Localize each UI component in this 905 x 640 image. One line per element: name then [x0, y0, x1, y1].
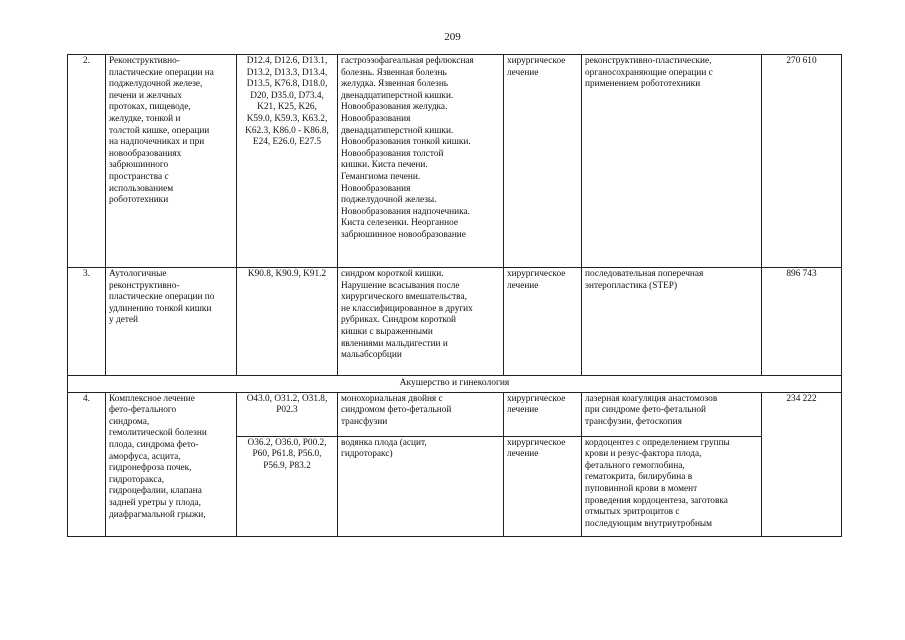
row-number: 3. — [68, 268, 106, 376]
icd-codes: D12.4, D12.6, D13.1, D13.2, D13.3, D13.4, D13.5, K76.8, D18.0, D20, D35.0, D73.4, K21, K25, K26, K59.0, K59.3, K63.2, K62.3, K86.0 - K86.8, E24, E26.0, E27.5 — [237, 55, 338, 268]
row-number: 2. — [68, 55, 106, 268]
section-header-row — [68, 376, 842, 393]
treatment-name: Аутологичные реконструктивно- пластические операции по удлинению тонкой кишки у детей — [106, 268, 237, 376]
cost: 270 610 — [762, 55, 842, 268]
treatment-table — [67, 54, 842, 537]
treatment-method: реконструктивно-пластические, органосохраняющие операции с применением робототехники — [582, 55, 762, 268]
row-number: 4. — [68, 392, 106, 536]
patient-model: гастроэзофагеальная рефлюксная болезнь. Язвенная болезнь желудка. Язвенная болезнь двенадцатиперстной кишки. Новообразования желудка. Новообразования двенадцатиперстной кишки. Новообразования тонкой кишки. Новообразования толстой кишки. Киста печени. Гемангиома печени. Новообразования поджелудочной железы. Новообразования надпочечника. Киста селезенки. Неорганное забрюшинное новообразование — [338, 55, 504, 268]
treatment-type: хирургическое лечение — [504, 55, 582, 268]
treatment-type: хирургическое лечение — [504, 268, 582, 376]
page-number: 209 — [444, 31, 461, 43]
section-title: Акушерство и гинекология — [68, 376, 842, 393]
icd-codes: O43.0, O31.2, O31.8, P02.3 — [237, 392, 338, 436]
patient-model: синдром короткой кишки. Нарушение всасывания после хирургического вмешательства, не классифицированное в других рубриках. Синдром короткой кишки с выраженными явлениями мальдигестии и мальабсорбции — [338, 268, 504, 376]
cost: 896 743 — [762, 268, 842, 376]
treatment-type: хирургическое лечение — [504, 392, 582, 436]
treatment-name: Комплексное лечение фето-фетального синдрома, гемолитической болезни плода, синдрома фето- аморфуса, асцита, гидронефроза почек, гидроторакса, гидроцефалии, клапана задней уретры у плода, диафрагмальной грыжи, — [106, 392, 237, 536]
table-row — [68, 392, 842, 436]
icd-codes: K90.8, K90.9, K91.2 — [237, 268, 338, 376]
patient-model: монохориальная двойня с синдромом фето-фетальной трансфузии — [338, 392, 504, 436]
table-row — [68, 268, 842, 376]
table-row — [68, 55, 842, 268]
treatment-method: последовательная поперечная энтеропластика (STEP) — [582, 268, 762, 376]
treatment-name: Реконструктивно- пластические операции на поджелудочной железе, печени и желчных протоках, пищеводе, желудке, тонкой и толстой кишке, операции на надпочечниках и при новообразованиях забрюшинного пространства с использованием робототехники — [106, 55, 237, 268]
patient-model: водянка плода (асцит, гидроторакс) — [338, 436, 504, 536]
treatment-method: лазерная коагуляция анастомозов при синдроме фето-фетальной трансфузии, фетоскопия — [582, 392, 762, 436]
treatment-type: хирургическое лечение — [504, 436, 582, 536]
cost: 234 222 — [762, 392, 842, 536]
icd-codes: O36.2, O36.0, P00.2, P60, P61.8, P56.0, P56.9, P83.2 — [237, 436, 338, 536]
treatment-method: кордоцентез с определением группы крови и резус-фактора плода, фетального гемоглобина, гематокрита, билирубина в пуповинной крови в момент проведения кордоцентеза, заготовка отмытых эритроцитов с последующим внутриутробным — [582, 436, 762, 536]
